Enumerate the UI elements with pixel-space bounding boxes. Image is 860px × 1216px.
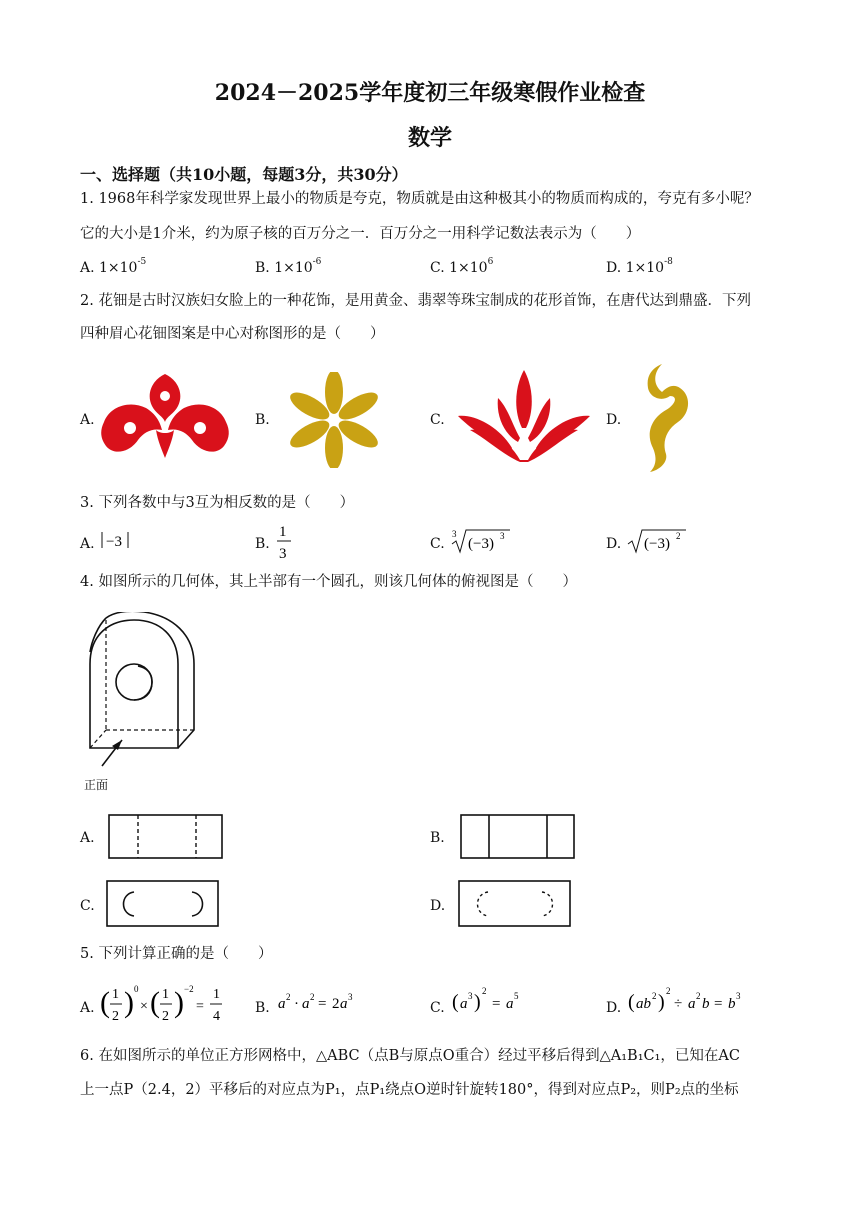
svg-text:(: ( [452, 991, 459, 1013]
q2-option-a-red-flower-image [100, 370, 230, 462]
q5-option-a-expression [100, 980, 230, 1032]
svg-text:3: 3 [279, 546, 287, 562]
q1-option-b: B. $1\times 10^{-6}$ [255, 257, 322, 276]
svg-text:(: ( [100, 986, 110, 1019]
svg-text:1: 1 [112, 987, 119, 1002]
svg-text:(−3): (−3) [644, 536, 670, 552]
svg-text:2: 2 [310, 992, 315, 1002]
svg-text:3: 3 [468, 991, 473, 1001]
svg-text:÷: ÷ [674, 996, 683, 1012]
svg-text:): ) [474, 991, 481, 1013]
svg-text:a: a [278, 996, 286, 1012]
q4-option-d-label: D. [430, 898, 446, 914]
q1-stem-line2: 它的大小是1介米，约为原子核的百万分之一．百万分之一用科学记数法表示为（ ） [80, 226, 641, 242]
q5-option-d-expression [628, 984, 758, 1018]
q4-option-b-figure [460, 814, 576, 860]
q1-option-a: A. $1\times 10^{-5}$ [80, 257, 147, 276]
svg-text:1: 1 [162, 987, 169, 1002]
q5-option-d-label: D. [606, 1000, 622, 1016]
svg-text:=: = [492, 996, 501, 1012]
svg-text:a: a [688, 996, 696, 1012]
svg-text:·: · [294, 996, 299, 1012]
svg-text:1: 1 [213, 987, 220, 1002]
q4-option-a-figure [108, 814, 224, 860]
svg-text:2: 2 [332, 996, 340, 1012]
q4-option-d-figure [458, 880, 572, 928]
svg-text:4: 4 [213, 1009, 220, 1024]
svg-text:a: a [302, 996, 310, 1012]
q3-option-d-square-root [626, 526, 688, 556]
q2-option-a-label: A. [80, 412, 95, 428]
q3-stem: 3. 下列各数中与3互为相反数的是（ ） [80, 495, 355, 511]
q1-stem-line1: 1. 1968年科学家发现世界上最小的物质是夸克，物质就是由这种极其小的物质而构成的，夸克有多小呢？ [80, 191, 759, 207]
svg-text:3: 3 [736, 991, 741, 1001]
svg-text:b: b [728, 996, 736, 1012]
svg-text:−3: −3 [106, 534, 122, 550]
q1-option-d: D. $1\times 10^{-8}$ [606, 257, 673, 276]
q5-option-c-label: C. [430, 1000, 445, 1016]
q3-option-a-abs-value [98, 528, 146, 554]
svg-text:0: 0 [134, 984, 139, 994]
q5-option-c-expression [452, 984, 552, 1018]
svg-text:3: 3 [452, 529, 457, 539]
svg-text:3: 3 [348, 992, 353, 1002]
svg-text:=: = [318, 996, 327, 1012]
svg-text:2: 2 [286, 992, 291, 1002]
q6-stem-line2: 上一点P（2.4，2）平移后的对应点为P₁，点P₁绕点O逆时针旋转180°，得到对应点P₂，则P₂点的坐标 [80, 1082, 739, 1098]
q3-option-b-fraction [274, 520, 298, 564]
q2-option-c-red-lotus-image [456, 368, 592, 464]
q1-option-c: C. $1\times 10^6$ [430, 257, 494, 276]
q2-option-c-label: C. [430, 412, 445, 428]
q6-stem-line1: 6. 在如图所示的单位正方形网格中，△ABC（点B与原点O重合）经过平移后得到△A₁B₁C₁，已知在AC [80, 1048, 741, 1064]
section-heading: 一、选择题（共10小题，每题3分，共30分） [80, 165, 408, 184]
svg-text:(: ( [628, 991, 635, 1013]
svg-text:2: 2 [162, 1009, 169, 1024]
q3-option-c-cube-root [450, 526, 512, 556]
q5-option-b-expression [276, 988, 376, 1018]
svg-text:3: 3 [500, 531, 505, 541]
q3-option-a-label: A. [80, 536, 95, 552]
q2-option-b-gold-flower-image [278, 372, 390, 468]
q5-option-b-label: B. [255, 1000, 270, 1016]
q3-option-d-label: D. [606, 536, 622, 552]
svg-text:2: 2 [482, 986, 487, 996]
svg-text:1: 1 [279, 524, 287, 540]
q2-option-b-label: B. [255, 412, 270, 428]
q4-option-c-label: C. [80, 898, 95, 914]
svg-text:×: × [140, 999, 148, 1014]
svg-text:(: ( [150, 986, 160, 1019]
svg-text:=: = [714, 996, 723, 1012]
q2-option-d-label: D. [606, 412, 622, 428]
svg-text:a: a [460, 996, 468, 1012]
q4-option-b-label: B. [430, 830, 445, 846]
subject-title: 数学 [407, 125, 452, 151]
q5-option-a-label: A. [80, 1000, 95, 1016]
q4-front-label: 正面 [84, 778, 109, 792]
svg-text:2: 2 [112, 1009, 119, 1024]
svg-text:b: b [702, 996, 710, 1012]
q5-stem: 5. 下列计算正确的是（ ） [80, 946, 273, 962]
q4-solid-figure [82, 612, 212, 794]
svg-text:2: 2 [696, 991, 701, 1001]
q4-option-c-figure [106, 880, 220, 928]
q3-option-c-label: C. [430, 536, 445, 552]
svg-text:): ) [124, 986, 134, 1019]
svg-text:5: 5 [514, 991, 519, 1001]
svg-text:a: a [506, 996, 514, 1012]
svg-text:−2: −2 [184, 984, 194, 994]
svg-text:2: 2 [652, 991, 657, 1001]
q2-stem-line1: 2. 花钿是古时汉族妇女脸上的一种花饰，是用黄金、翡翠等珠宝制成的花形首饰，在唐代达到鼎盛．下列 [80, 293, 751, 309]
svg-text:=: = [196, 999, 204, 1014]
svg-text:(−3): (−3) [468, 536, 494, 552]
svg-text:2: 2 [666, 986, 671, 996]
q4-option-a-label: A. [80, 830, 95, 846]
q2-stem-line2: 四种眉心花钿图案是中心对称图形的是（ ） [80, 326, 385, 342]
svg-text:2: 2 [676, 531, 681, 541]
page-title: 2024－2025学年度初三年级寒假作业检查 [214, 80, 646, 106]
q4-stem: 4. 如图所示的几何体，其上半部有一个圆孔，则该几何体的俯视图是（ ） [80, 574, 577, 590]
svg-text:): ) [658, 991, 665, 1013]
svg-text:ab: ab [636, 996, 651, 1012]
q2-option-d-gold-scroll-image [640, 362, 700, 474]
svg-text:a: a [340, 996, 348, 1012]
q3-option-b-label: B. [255, 536, 270, 552]
svg-text:): ) [174, 986, 184, 1019]
